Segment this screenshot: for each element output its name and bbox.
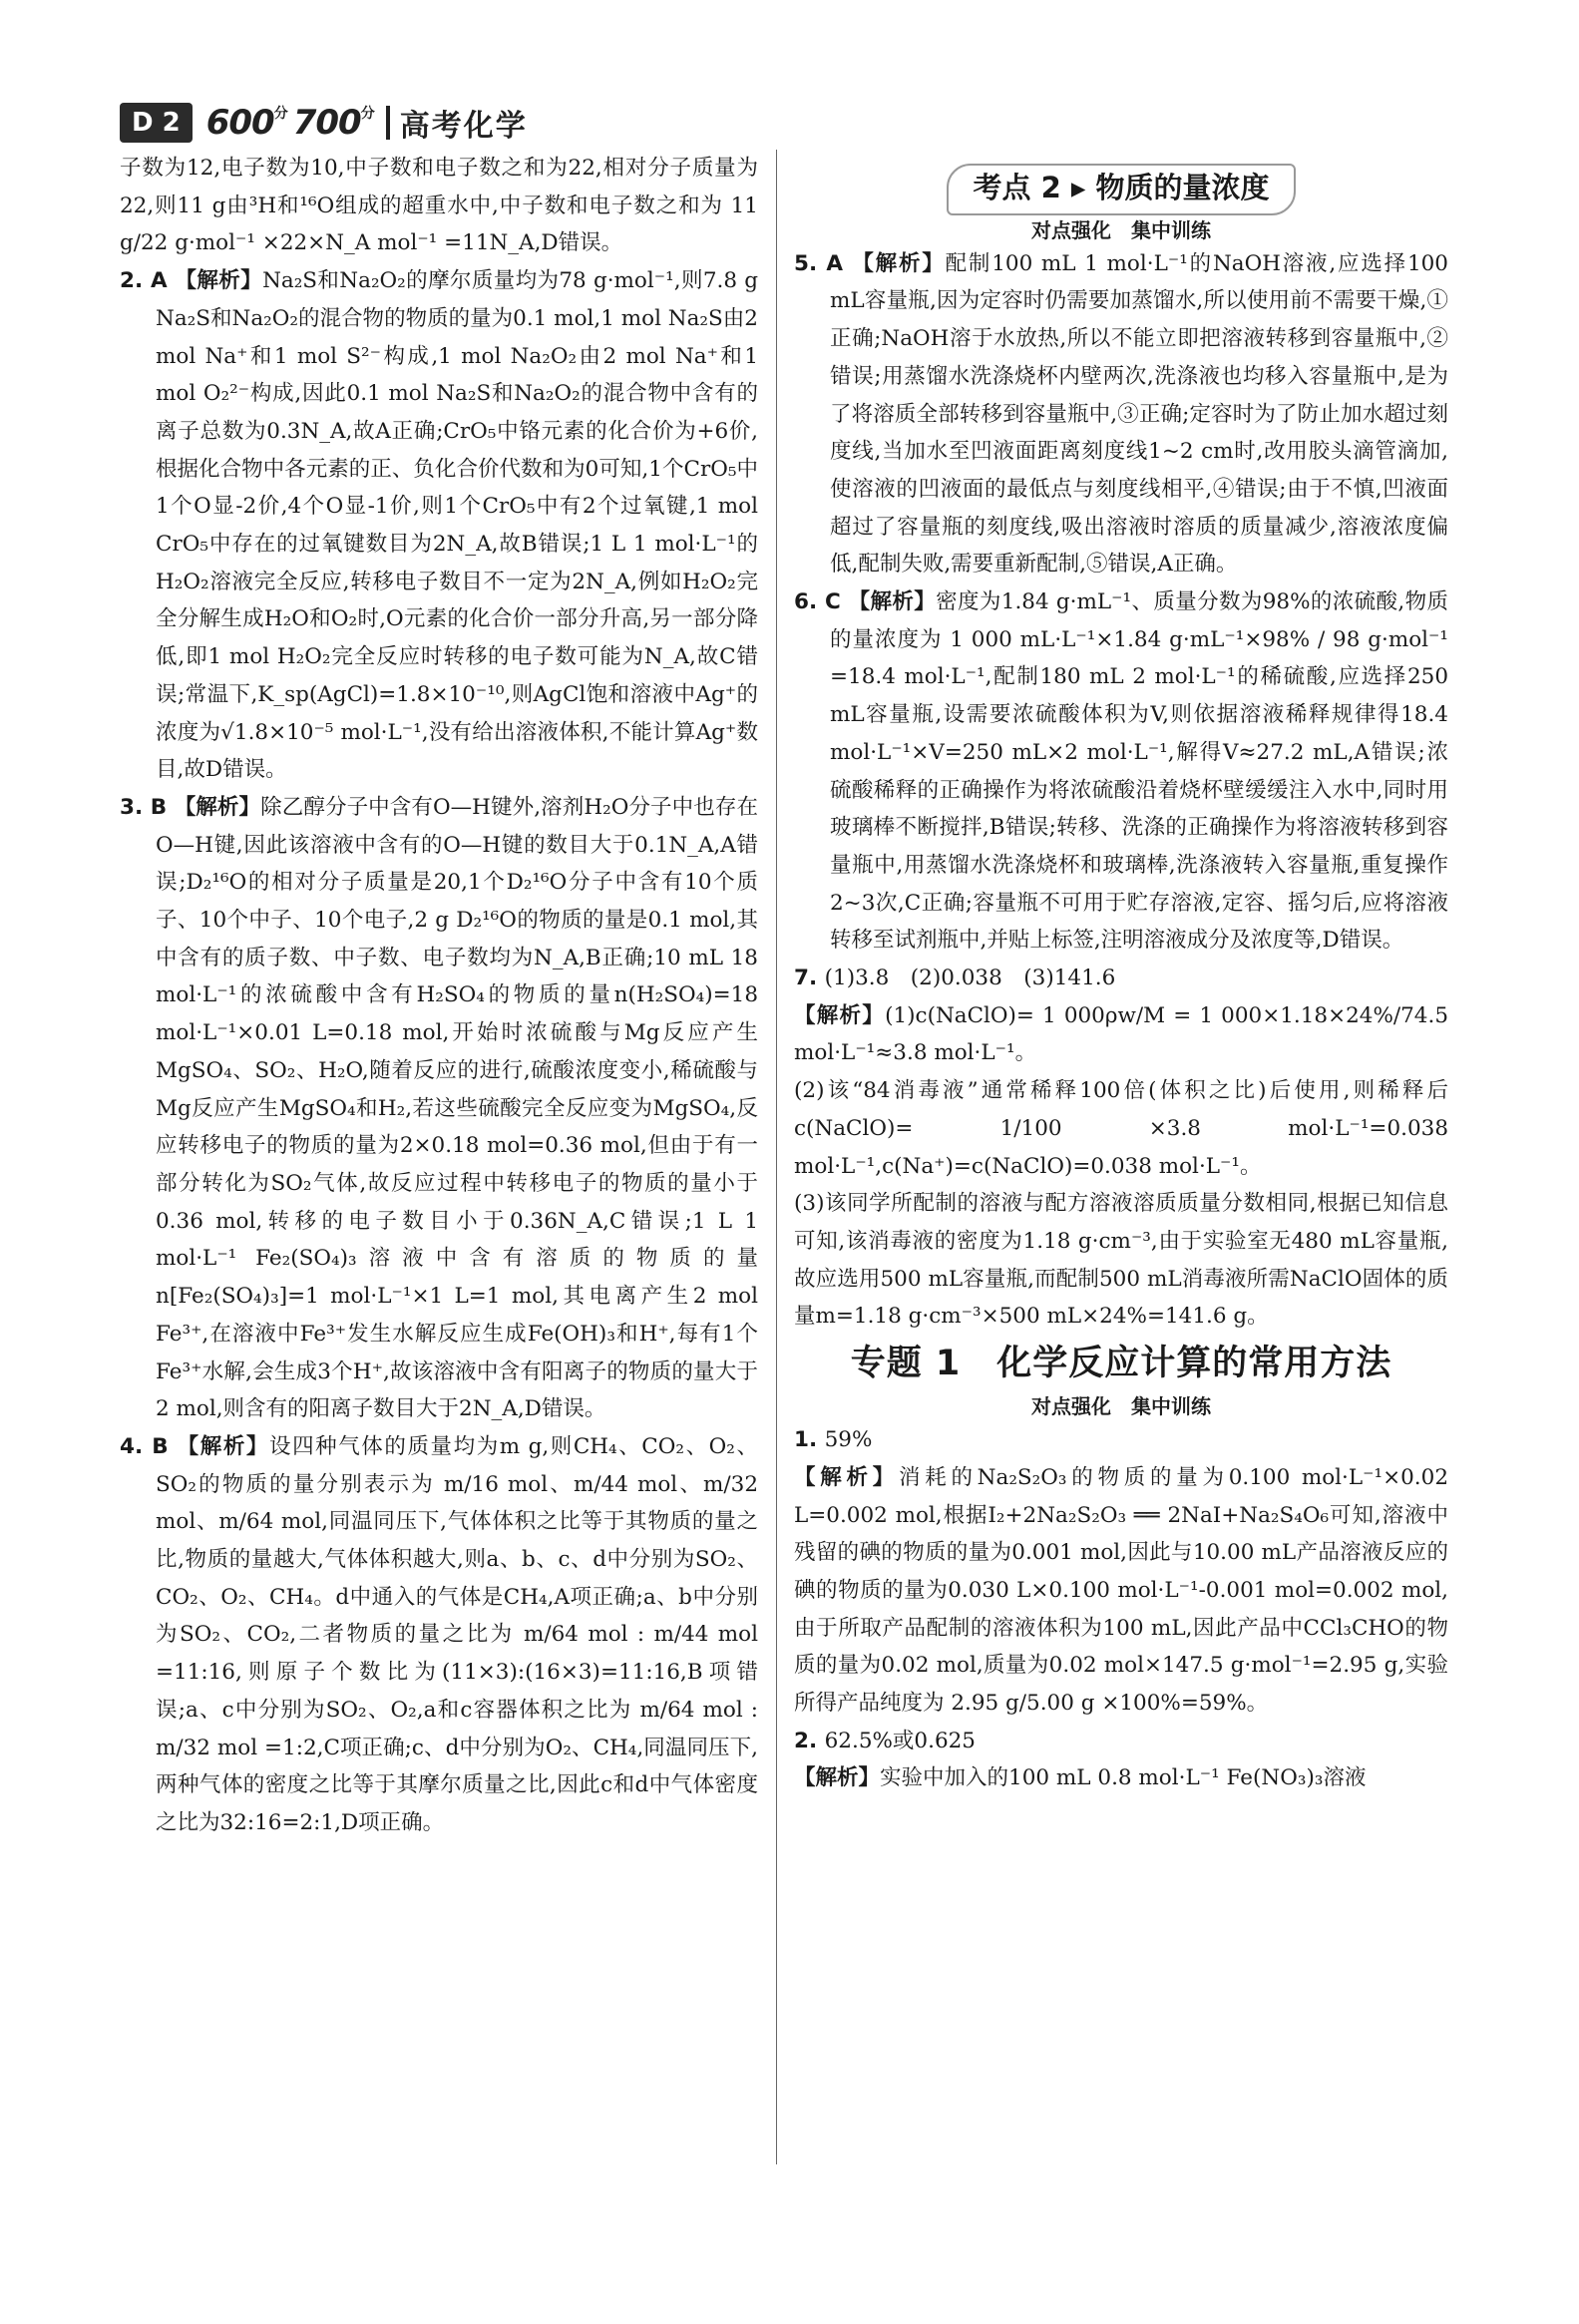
question-answer	[794, 960, 1448, 997]
question-number: 1.	[794, 1427, 825, 1453]
question-answer	[794, 1723, 1448, 1760]
answer-text: (3)该同学所配制的溶液与配方溶液溶质质量分数相同,根据已知信息可知,该消毒液的密度为1.18 g·cm⁻³,由于实验室无480 mL容量瓶,故应选用500 mL容量瓶,而配制500 mL消毒液所需NaClO固体的质量m=1.18 g·cm⁻³×500 mL×24%=141.6 g。	[794, 1191, 1448, 1330]
subsection-heading: 对点强化 集中训练	[1031, 217, 1211, 242]
question-number: 6.	[794, 589, 825, 615]
question-number: 5.	[794, 250, 827, 276]
analysis-label: 【解析】	[175, 268, 263, 294]
section-heading-text: 考点 2 ▸ 物质的量浓度	[947, 164, 1295, 215]
question-number: 3.	[120, 794, 151, 820]
paragraph	[120, 150, 758, 262]
paragraph	[794, 1072, 1448, 1185]
paragraph	[794, 1185, 1448, 1336]
analysis-label: 【解析】	[177, 1433, 269, 1459]
answer-text: (1)c(NaClO)= 1 000ρw/M = 1 000×1.18×24%/74.5 mol·L⁻¹≈3.8 mol·L⁻¹。	[794, 1002, 1448, 1066]
paragraph	[794, 1459, 1448, 1723]
paragraph	[794, 1759, 1448, 1797]
answer-text: 62.5%或0.625	[824, 1728, 976, 1753]
question-answer	[120, 789, 758, 1428]
answer-text: 59%	[824, 1427, 873, 1453]
answer-text: 子数为12,电子数为10,中子数和电子数之和为22,相对分子质量为22,则11 g由³H和¹⁶O组成的超重水中,中子数和电子数之和为 11 g/22 g·mol⁻¹ ×22×N_A mol⁻¹ =11N_A,D错误。	[120, 156, 758, 256]
page-number: D 2	[120, 103, 193, 143]
question-answer	[794, 1421, 1448, 1459]
question-answer	[794, 583, 1448, 960]
analysis-label: 【解析】	[794, 1765, 881, 1791]
question-answer	[794, 245, 1448, 583]
answer-text: (2)该“84消毒液”通常稀释100倍(体积之比)后使用,则稀释后c(NaClO)= 1/100 ×3.8 mol·L⁻¹=0.038 mol·L⁻¹,c(Na⁺)=c(NaClO)=0.038 mol·L⁻¹。	[794, 1078, 1448, 1179]
answer-text: 配制100 mL 1 mol·L⁻¹的NaOH溶液,应选择100 mL容量瓶,因为定容时仍需要加蒸馏水,所以使用前不需要干燥,①正确;NaOH溶于水放热,所以不能立即把溶液转移到容量瓶中,②错误;用蒸馏水洗涤烧杯内壁两次,洗涤液也均移入容量瓶中,是为了将溶质全部转移到容量瓶中,③正确;定容时为了防止加水超过刻度线,当加水至凹液面距离刻度线1~2 cm时,改用胶头滴管滴加,使溶液的凹液面的最低点与刻度线相平,④错误;由于不慎,凹液面超过了容量瓶的刻度线,吸出溶液时溶质的质量减少,溶液浓度偏低,配制失败,需要重新配制,⑤错误,A正确。	[830, 250, 1448, 578]
question-number: 4.	[120, 1433, 153, 1459]
column-divider	[776, 150, 777, 2164]
answer-text: 设四种气体的质量均为m g,则CH₄、CO₂、O₂、SO₂的物质的量分别表示为 m/16 mol、m/44 mol、m/32 mol、m/64 mol,同温同压下,气体体积之比等于其物质的量之比,物质的量越大,气体体积越大,则a、b、c、d中分别为SO₂、CO₂、O₂、CH₄。d中通入的气体是CH₄,A项正确;a、b中分别为SO₂、CO₂,二者物质的量之比为 m/64 mol : m/44 mol =11:16,则原子个数比为(11×3):(16×3)=11:16,B项错误;a、c中分别为SO₂、O₂,a和c容器体积之比为 m/64 mol : m/32 mol =1:2,C项正确;c、d中分别为O₂、CH₄,同温同压下,两种气体的密度之比等于其摩尔质量之比,因此c和d中气体密度之比为32:16=2:1,D项正确。	[156, 1433, 758, 1835]
answer-text: 除乙醇分子中含有O—H键外,溶剂H₂O分子中也存在O—H键,因此该溶液中含有的O—H键的数目大于0.1N_A,A错误;D₂¹⁶O的相对分子质量是20,1个D₂¹⁶O分子中含有10个质子、10个中子、10个电子,2 g D₂¹⁶O的物质的量是0.1 mol,其中含有的质子数、中子数、电子数均为N_A,B正确;10 mL 18 mol·L⁻¹的浓硫酸中含有H₂SO₄的物质的量n(H₂SO₄)=18 mol·L⁻¹×0.01 L=0.18 mol,开始时浓硫酸与Mg反应产生MgSO₄、SO₂、H₂O,随着反应的进行,硫酸浓度变小,稀硫酸与Mg反应产生MgSO₄和H₂,若这些硫酸完全反应变为MgSO₄,反应转移电子的物质的量为2×0.18 mol=0.36 mol,但由于有一部分转化为SO₂气体,故反应过程中转移电子的物质的量小于0.36 mol,转移的电子数目小于0.36N_A,C错误;1 L 1 mol·L⁻¹ Fe₂(SO₄)₃溶液中含有溶质的物质的量n[Fe₂(SO₄)₃]=1 mol·L⁻¹×1 L=1 mol,其电离产生2 mol Fe³⁺,在溶液中Fe³⁺发生水解反应生成Fe(OH)₃和H⁺,每有1个Fe³⁺水解,会生成3个H⁺,故该溶液中含有阳离子的物质的量大于2 mol,则含有的阳离子数目大于2N_A,D错误。	[156, 794, 758, 1422]
left-column	[120, 150, 758, 1842]
analysis-label: 【解析】	[794, 1002, 886, 1028]
answer-letter: B	[152, 1433, 178, 1459]
answer-letter: A	[826, 250, 853, 276]
topic-heading: 专题 1 化学反应计算的常用方法	[850, 1344, 1392, 1384]
subsection-heading: 对点强化 集中训练	[1031, 1394, 1211, 1419]
brand-logo: $600^分$ $700^分$	[205, 103, 374, 143]
paragraph	[794, 997, 1448, 1072]
analysis-label: 【解析】	[794, 1464, 899, 1490]
question-answer	[120, 1428, 758, 1842]
question-number: 2.	[120, 268, 151, 294]
page-header	[120, 100, 528, 146]
analysis-label: 【解析】	[852, 250, 946, 276]
question-number: 7.	[794, 966, 825, 991]
header-separator	[386, 106, 390, 140]
subject-title: 高考化学	[399, 109, 528, 144]
section-heading	[794, 150, 1448, 215]
analysis-label: 【解析】	[174, 794, 261, 820]
answer-text: 消耗的Na₂S₂O₃的物质的量为0.100 mol·L⁻¹×0.02 L=0.002 mol,根据I₂+2Na₂S₂O₃ ══ 2NaI+Na₂S₄O₆可知,溶液中残留的碘的物质的量为0.001 mol,因此与10.00 mL产品溶液反应的碘的物质的量为0.030 L×0.100 mol·L⁻¹-0.001 mol=0.002 mol,由于所取产品配制的溶液体积为100 mL,因此产品中CCl₃CHO的物质的量为0.02 mol,质量为0.02 mol×147.5 g·mol⁻¹=2.95 g,实验所得产品纯度为 2.95 g/5.00 g ×100%=59%。	[794, 1464, 1448, 1717]
analysis-label: 【解析】	[848, 589, 937, 615]
answer-text: 密度为1.84 g·mL⁻¹、质量分数为98%的浓硫酸,物质的量浓度为 1 000 mL·L⁻¹×1.84 g·mL⁻¹×98% / 98 g·mol⁻¹ =18.4 mol·L⁻¹,配制180 mL 2 mol·L⁻¹的稀硫酸,应选择250 mL容量瓶,设需要浓硫酸体积为V,则依据溶液稀释规律得18.4 mol·L⁻¹×V=250 mL×2 mol·L⁻¹,解得V≈27.2 mL,A错误;浓硫酸稀释的正确操作为将浓硫酸沿着烧杯壁缓缓注入水中,同时用玻璃棒不断搅拌,B错误;转移、洗涤的正确操作为将溶液转移到容量瓶中,用蒸馏水洗涤烧杯和玻璃棒,洗涤液转入容量瓶,重复操作2~3次,C正确;容量瓶不可用于贮存溶液,定容、摇匀后,应将溶液转移至试剂瓶中,并贴上标签,注明溶液成分及浓度等,D错误。	[830, 589, 1448, 954]
question-number: 2.	[794, 1728, 825, 1753]
answer-text: 实验中加入的100 mL 0.8 mol·L⁻¹ Fe(NO₃)₃溶液	[880, 1765, 1367, 1791]
answer-text: (1)3.8 (2)0.038 (3)141.6	[824, 966, 1116, 991]
answer-letter: B	[150, 794, 175, 820]
right-column	[794, 150, 1448, 1797]
answer-letter: C	[825, 589, 849, 615]
question-answer	[120, 262, 758, 789]
answer-text: Na₂S和Na₂O₂的摩尔质量均为78 g·mol⁻¹,则7.8 g Na₂S和Na₂O₂的混合物的物质的量为0.1 mol,1 mol Na₂S由2 mol Na⁺和1 mol S²⁻构成,1 mol Na₂O₂由2 mol Na⁺和1 mol O₂²⁻构成,因此0.1 mol Na₂S和Na₂O₂的混合物中含有的离子总数为0.3N_A,故A正确;CrO₅中铬元素的化合价为+6价,根据化合物中各元素的正、负化合价代数和为0可知,1个CrO₅中1个O显-2价,4个O显-1价,则1个CrO₅中有2个过氧键,1 mol CrO₅中存在的过氧键数目为2N_A,故B错误;1 L 1 mol·L⁻¹的H₂O₂溶液完全反应,转移电子数目不一定为2N_A,例如H₂O₂完全分解生成H₂O和O₂时,O元素的化合价一部分升高,另一部分降低,即1 mol H₂O₂完全反应时转移的电子数可能为N_A,故C错误;常温下,K_sp(AgCl)=1.8×10⁻¹⁰,则AgCl饱和溶液中Ag⁺的浓度为√1.8×10⁻⁵ mol·L⁻¹,没有给出溶液体积,不能计算Ag⁺数目,故D错误。	[156, 268, 758, 783]
answer-letter: A	[151, 268, 176, 294]
